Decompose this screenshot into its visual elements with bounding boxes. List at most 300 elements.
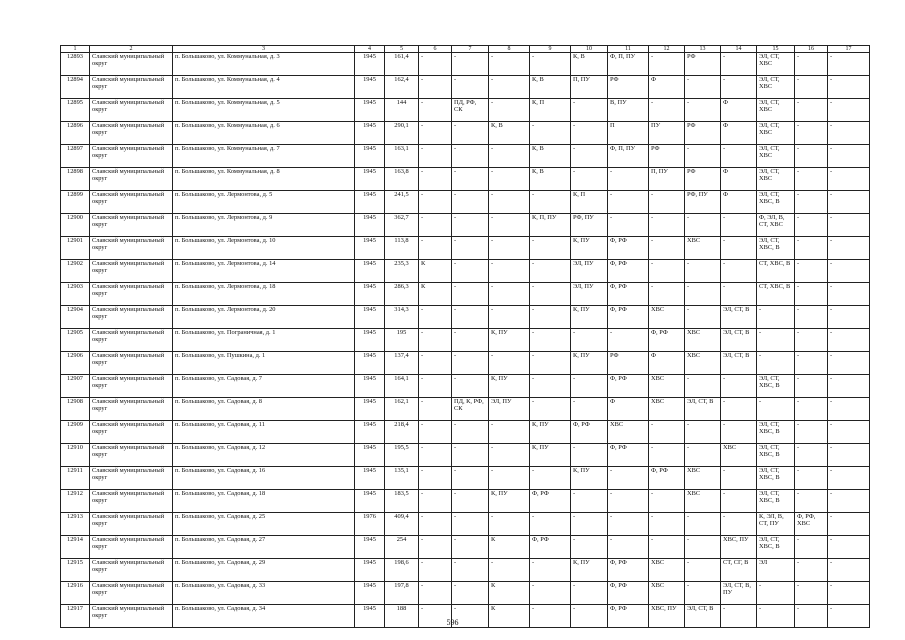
municipality-cell: Славский муниципальный округ xyxy=(90,145,173,168)
address-cell: п. Большаково, ул. Садовая, д. 16 xyxy=(173,467,355,490)
municipality-cell: Славский муниципальный округ xyxy=(90,76,173,99)
address-cell: п. Большаково, ул. Садовая, д. 34 xyxy=(173,605,355,628)
col-7-cell: - xyxy=(452,53,489,76)
area-cell: 290,1 xyxy=(385,122,419,145)
col-16-cell: - xyxy=(795,283,828,306)
col-12-cell: ХВС xyxy=(649,582,685,605)
col-15-cell: ЭЛ, СТ, ХВС xyxy=(757,122,795,145)
column-number-header: 6 xyxy=(419,46,452,53)
address-cell: п. Большаково, ул. Коммунальная, д. 8 xyxy=(173,168,355,191)
col-13-cell: ХВС xyxy=(685,329,721,352)
col-6-cell: - xyxy=(419,582,452,605)
col-6-cell: К xyxy=(419,260,452,283)
year-built-cell: 1945 xyxy=(355,122,385,145)
area-cell: 195 xyxy=(385,329,419,352)
year-built-cell: 1945 xyxy=(355,329,385,352)
col-9-cell: - xyxy=(530,122,571,145)
col-13-cell: - xyxy=(685,444,721,467)
column-number-header: 10 xyxy=(571,46,608,53)
col-17-cell: - xyxy=(828,260,870,283)
col-13-cell: РФ xyxy=(685,168,721,191)
col-10-cell: - xyxy=(571,398,608,421)
table-row xyxy=(61,536,870,559)
col-11-cell: - xyxy=(608,214,649,237)
record-id-cell: 12913 xyxy=(61,513,90,536)
col-7-cell: - xyxy=(452,421,489,444)
col-7-cell: ПД, К, РФ, СК xyxy=(452,398,489,421)
column-number-header: 8 xyxy=(489,46,530,53)
address-cell: п. Большаково, ул. Пушкина, д. 1 xyxy=(173,352,355,375)
col-8-cell: - xyxy=(489,76,530,99)
col-16-cell: - xyxy=(795,145,828,168)
record-id-cell: 12903 xyxy=(61,283,90,306)
col-11-cell: Ф, П, ПУ xyxy=(608,145,649,168)
col-10-cell: К, ПУ xyxy=(571,237,608,260)
col-6-cell: - xyxy=(419,490,452,513)
col-6-cell: - xyxy=(419,352,452,375)
col-14-cell: ЭЛ, СТ, В xyxy=(721,329,757,352)
table-row xyxy=(61,76,870,99)
col-13-cell: - xyxy=(685,76,721,99)
col-16-cell: - xyxy=(795,53,828,76)
col-17-cell: - xyxy=(828,306,870,329)
address-cell: п. Большаково, ул. Лермонтова, д. 14 xyxy=(173,260,355,283)
col-7-cell: - xyxy=(452,191,489,214)
col-16-cell: - xyxy=(795,214,828,237)
col-8-cell: - xyxy=(489,99,530,122)
column-number-header: 5 xyxy=(385,46,419,53)
col-6-cell: - xyxy=(419,467,452,490)
municipality-cell: Славский муниципальный округ xyxy=(90,352,173,375)
address-cell: п. Большаково, ул. Лермонтова, д. 5 xyxy=(173,191,355,214)
municipality-cell: Славский муниципальный округ xyxy=(90,53,173,76)
col-13-cell: ЭЛ, СТ, В xyxy=(685,398,721,421)
col-8-cell: - xyxy=(489,191,530,214)
col-7-cell: - xyxy=(452,122,489,145)
col-9-cell: - xyxy=(530,260,571,283)
col-9-cell: К, ПУ xyxy=(530,444,571,467)
col-15-cell: К, ЭЛ, В, СТ, ПУ xyxy=(757,513,795,536)
record-id-cell: 12900 xyxy=(61,214,90,237)
col-7-cell: - xyxy=(452,352,489,375)
area-cell: 188 xyxy=(385,605,419,628)
record-id-cell: 12917 xyxy=(61,605,90,628)
col-11-cell: П xyxy=(608,122,649,145)
col-14-cell: - xyxy=(721,76,757,99)
area-cell: 235,3 xyxy=(385,260,419,283)
col-11-cell: Ф, РФ xyxy=(608,375,649,398)
col-17-cell: - xyxy=(828,375,870,398)
col-15-cell: - xyxy=(757,306,795,329)
col-7-cell: - xyxy=(452,536,489,559)
col-11-cell: В, ПУ xyxy=(608,99,649,122)
year-built-cell: 1945 xyxy=(355,260,385,283)
table-row xyxy=(61,53,870,76)
col-16-cell: - xyxy=(795,329,828,352)
year-built-cell: 1945 xyxy=(355,490,385,513)
col-17-cell: - xyxy=(828,191,870,214)
col-12-cell: - xyxy=(649,53,685,76)
record-id-cell: 12902 xyxy=(61,260,90,283)
col-6-cell: - xyxy=(419,53,452,76)
col-7-cell: - xyxy=(452,490,489,513)
col-9-cell: - xyxy=(530,467,571,490)
col-9-cell: К, В xyxy=(530,145,571,168)
column-number-header: 4 xyxy=(355,46,385,53)
table-row xyxy=(61,168,870,191)
col-15-cell: - xyxy=(757,398,795,421)
col-14-cell: - xyxy=(721,490,757,513)
address-cell: п. Большаково, ул. Садовая, д. 29 xyxy=(173,559,355,582)
col-6-cell: - xyxy=(419,375,452,398)
col-12-cell: Ф, РФ xyxy=(649,467,685,490)
col-14-cell: - xyxy=(721,145,757,168)
col-6-cell: - xyxy=(419,444,452,467)
table-row xyxy=(61,582,870,605)
municipality-cell: Славский муниципальный округ xyxy=(90,191,173,214)
address-cell: п. Большаково, ул. Садовая, д. 27 xyxy=(173,536,355,559)
col-15-cell: ЭЛ, СТ, ХВС xyxy=(757,99,795,122)
address-cell: п. Большаково, ул. Коммунальная, д. 6 xyxy=(173,122,355,145)
col-16-cell: - xyxy=(795,421,828,444)
col-17-cell: - xyxy=(828,605,870,628)
col-6-cell: - xyxy=(419,191,452,214)
col-6-cell: - xyxy=(419,122,452,145)
col-8-cell: - xyxy=(489,145,530,168)
municipality-cell: Славский муниципальный округ xyxy=(90,559,173,582)
area-cell: 163,8 xyxy=(385,168,419,191)
col-17-cell: - xyxy=(828,53,870,76)
col-15-cell: СТ, ХВС, В xyxy=(757,260,795,283)
col-17-cell: - xyxy=(828,490,870,513)
col-14-cell: ХВС xyxy=(721,444,757,467)
column-number-header: 14 xyxy=(721,46,757,53)
col-15-cell: - xyxy=(757,582,795,605)
column-number-header: 2 xyxy=(90,46,173,53)
column-number-header: 9 xyxy=(530,46,571,53)
col-10-cell: - xyxy=(571,490,608,513)
col-12-cell: П, ПУ xyxy=(649,168,685,191)
year-built-cell: 1945 xyxy=(355,214,385,237)
column-number-header: 13 xyxy=(685,46,721,53)
col-11-cell: - xyxy=(608,191,649,214)
record-id-cell: 12905 xyxy=(61,329,90,352)
area-cell: 163,1 xyxy=(385,145,419,168)
area-cell: 286,3 xyxy=(385,283,419,306)
col-12-cell: - xyxy=(649,99,685,122)
col-6-cell: - xyxy=(419,306,452,329)
table-row xyxy=(61,145,870,168)
col-10-cell: - xyxy=(571,329,608,352)
municipality-cell: Славский муниципальный округ xyxy=(90,582,173,605)
area-cell: 113,8 xyxy=(385,237,419,260)
col-14-cell: СТ, СГ, В xyxy=(721,559,757,582)
col-9-cell: К, П, ПУ xyxy=(530,214,571,237)
col-6-cell: - xyxy=(419,145,452,168)
col-14-cell: - xyxy=(721,53,757,76)
col-16-cell: - xyxy=(795,490,828,513)
area-cell: 241,5 xyxy=(385,191,419,214)
col-10-cell: К, ПУ xyxy=(571,352,608,375)
year-built-cell: 1945 xyxy=(355,536,385,559)
col-11-cell: Ф xyxy=(608,398,649,421)
col-13-cell: - xyxy=(685,283,721,306)
col-12-cell: Ф xyxy=(649,352,685,375)
table-row xyxy=(61,260,870,283)
col-13-cell: - xyxy=(685,559,721,582)
address-cell: п. Большаково, ул. Коммунальная, д. 3 xyxy=(173,53,355,76)
col-6-cell: К xyxy=(419,283,452,306)
area-cell: 161,4 xyxy=(385,53,419,76)
col-14-cell: - xyxy=(721,375,757,398)
col-10-cell: - xyxy=(571,375,608,398)
col-17-cell: - xyxy=(828,421,870,444)
col-6-cell: - xyxy=(419,329,452,352)
col-14-cell: ЭЛ, СТ, В, ПУ xyxy=(721,582,757,605)
col-11-cell: РФ xyxy=(608,352,649,375)
record-id-cell: 12901 xyxy=(61,237,90,260)
col-16-cell: - xyxy=(795,536,828,559)
table-row xyxy=(61,329,870,352)
record-id-cell: 12912 xyxy=(61,490,90,513)
col-17-cell: - xyxy=(828,168,870,191)
col-17-cell: - xyxy=(828,99,870,122)
col-8-cell: - xyxy=(489,421,530,444)
col-11-cell: Ф, РФ xyxy=(608,605,649,628)
year-built-cell: 1945 xyxy=(355,582,385,605)
table-row xyxy=(61,490,870,513)
col-17-cell: - xyxy=(828,467,870,490)
col-13-cell: - xyxy=(685,536,721,559)
col-17-cell: - xyxy=(828,536,870,559)
col-7-cell: - xyxy=(452,283,489,306)
col-14-cell: Ф xyxy=(721,191,757,214)
col-12-cell: ХВС, ПУ xyxy=(649,605,685,628)
col-17-cell: - xyxy=(828,76,870,99)
col-14-cell: - xyxy=(721,237,757,260)
col-13-cell: - xyxy=(685,260,721,283)
col-6-cell: - xyxy=(419,214,452,237)
col-14-cell: - xyxy=(721,398,757,421)
year-built-cell: 1945 xyxy=(355,398,385,421)
col-7-cell: - xyxy=(452,513,489,536)
col-11-cell: - xyxy=(608,536,649,559)
col-9-cell: Ф, РФ xyxy=(530,536,571,559)
record-id-cell: 12908 xyxy=(61,398,90,421)
col-8-cell: - xyxy=(489,260,530,283)
col-10-cell: - xyxy=(571,145,608,168)
col-8-cell: - xyxy=(489,444,530,467)
col-9-cell: - xyxy=(530,375,571,398)
column-number-header: 1 xyxy=(61,46,90,53)
col-10-cell: К, ПУ xyxy=(571,306,608,329)
col-8-cell: - xyxy=(489,53,530,76)
address-cell: п. Большаково, ул. Коммунальная, д. 7 xyxy=(173,145,355,168)
record-id-cell: 12898 xyxy=(61,168,90,191)
table-row xyxy=(61,513,870,536)
address-cell: п. Большаково, ул. Коммунальная, д. 4 xyxy=(173,76,355,99)
col-13-cell: РФ xyxy=(685,53,721,76)
col-16-cell: - xyxy=(795,306,828,329)
address-cell: п. Большаково, ул. Лермонтова, д. 20 xyxy=(173,306,355,329)
col-15-cell: ЭЛ, СТ, ХВС, В xyxy=(757,191,795,214)
col-10-cell: - xyxy=(571,536,608,559)
table-row xyxy=(61,306,870,329)
table-row xyxy=(61,99,870,122)
col-16-cell: - xyxy=(795,76,828,99)
col-17-cell: - xyxy=(828,513,870,536)
col-16-cell: - xyxy=(795,260,828,283)
table-row xyxy=(61,467,870,490)
col-11-cell: Ф, П, ПУ xyxy=(608,53,649,76)
col-10-cell: - xyxy=(571,168,608,191)
col-13-cell: - xyxy=(685,306,721,329)
municipality-cell: Славский муниципальный округ xyxy=(90,329,173,352)
col-14-cell: - xyxy=(721,605,757,628)
col-15-cell: ЭЛ xyxy=(757,559,795,582)
col-13-cell: ЭЛ, СТ, В xyxy=(685,605,721,628)
col-8-cell: - xyxy=(489,306,530,329)
col-10-cell: - xyxy=(571,605,608,628)
col-15-cell: ЭЛ, СТ, ХВС, В xyxy=(757,421,795,444)
address-cell: п. Большаково, ул. Садовая, д. 8 xyxy=(173,398,355,421)
col-11-cell: - xyxy=(608,329,649,352)
year-built-cell: 1945 xyxy=(355,99,385,122)
col-8-cell: - xyxy=(489,467,530,490)
col-7-cell: - xyxy=(452,559,489,582)
address-cell: п. Большаково, ул. Садовая, д. 7 xyxy=(173,375,355,398)
col-8-cell: - xyxy=(489,214,530,237)
col-14-cell: - xyxy=(721,467,757,490)
col-16-cell: - xyxy=(795,467,828,490)
col-14-cell: - xyxy=(721,513,757,536)
col-7-cell: - xyxy=(452,444,489,467)
col-16-cell: - xyxy=(795,559,828,582)
col-15-cell: ЭЛ, СТ, ХВС, В xyxy=(757,536,795,559)
col-11-cell: Ф, РФ xyxy=(608,444,649,467)
col-10-cell: ЭЛ, ПУ xyxy=(571,283,608,306)
col-15-cell: Ф, ЭЛ, В, СТ, ХВС xyxy=(757,214,795,237)
col-10-cell: - xyxy=(571,99,608,122)
column-number-header: 12 xyxy=(649,46,685,53)
record-id-cell: 12910 xyxy=(61,444,90,467)
col-13-cell: РФ xyxy=(685,122,721,145)
municipality-cell: Славский муниципальный округ xyxy=(90,513,173,536)
col-7-cell: - xyxy=(452,375,489,398)
table-row xyxy=(61,122,870,145)
col-12-cell: РФ xyxy=(649,145,685,168)
col-16-cell: - xyxy=(795,99,828,122)
col-7-cell: - xyxy=(452,145,489,168)
col-11-cell: Ф, РФ xyxy=(608,582,649,605)
col-13-cell: - xyxy=(685,421,721,444)
record-id-cell: 12904 xyxy=(61,306,90,329)
col-17-cell: - xyxy=(828,214,870,237)
column-number-header: 3 xyxy=(173,46,355,53)
col-8-cell: К xyxy=(489,536,530,559)
col-12-cell: - xyxy=(649,191,685,214)
col-16-cell: - xyxy=(795,237,828,260)
column-number-header: 11 xyxy=(608,46,649,53)
col-9-cell: К, В xyxy=(530,168,571,191)
area-cell: 254 xyxy=(385,536,419,559)
col-13-cell: РФ, ПУ xyxy=(685,191,721,214)
year-built-cell: 1945 xyxy=(355,191,385,214)
col-14-cell: - xyxy=(721,214,757,237)
col-10-cell: - xyxy=(571,122,608,145)
municipality-cell: Славский муниципальный округ xyxy=(90,283,173,306)
col-15-cell: - xyxy=(757,329,795,352)
col-6-cell: - xyxy=(419,513,452,536)
col-10-cell: К, П xyxy=(571,191,608,214)
col-7-cell: - xyxy=(452,76,489,99)
col-16-cell: Ф, РФ, ХВС xyxy=(795,513,828,536)
table-row xyxy=(61,444,870,467)
municipality-cell: Славский муниципальный округ xyxy=(90,398,173,421)
col-9-cell: - xyxy=(530,605,571,628)
address-cell: п. Большаково, ул. Лермонтова, д. 9 xyxy=(173,214,355,237)
column-number-header: 16 xyxy=(795,46,828,53)
year-built-cell: 1945 xyxy=(355,283,385,306)
col-15-cell: ЭЛ, СТ, ХВС, В xyxy=(757,237,795,260)
municipality-cell: Славский муниципальный округ xyxy=(90,490,173,513)
year-built-cell: 1945 xyxy=(355,375,385,398)
col-7-cell: - xyxy=(452,260,489,283)
col-15-cell: ЭЛ, СТ, ХВС, В xyxy=(757,467,795,490)
col-10-cell: - xyxy=(571,513,608,536)
col-12-cell: - xyxy=(649,536,685,559)
col-15-cell: ЭЛ, СТ, ХВС, В xyxy=(757,375,795,398)
col-9-cell: - xyxy=(530,352,571,375)
year-built-cell: 1945 xyxy=(355,421,385,444)
page-number: 596 xyxy=(446,618,459,627)
area-cell: 197,8 xyxy=(385,582,419,605)
year-built-cell: 1945 xyxy=(355,352,385,375)
col-8-cell: К xyxy=(489,605,530,628)
col-17-cell: - xyxy=(828,122,870,145)
col-12-cell: - xyxy=(649,283,685,306)
table-row xyxy=(61,283,870,306)
col-12-cell: ХВС xyxy=(649,375,685,398)
table-row xyxy=(61,191,870,214)
year-built-cell: 1945 xyxy=(355,237,385,260)
record-id-cell: 12895 xyxy=(61,99,90,122)
col-8-cell: - xyxy=(489,352,530,375)
col-14-cell: ХВС, ПУ xyxy=(721,536,757,559)
area-cell: 137,4 xyxy=(385,352,419,375)
col-17-cell: - xyxy=(828,352,870,375)
col-12-cell: ХВС xyxy=(649,306,685,329)
col-16-cell: - xyxy=(795,122,828,145)
col-12-cell: Ф xyxy=(649,76,685,99)
record-id-cell: 12916 xyxy=(61,582,90,605)
col-13-cell: ХВС xyxy=(685,467,721,490)
col-16-cell: - xyxy=(795,398,828,421)
col-11-cell: - xyxy=(608,490,649,513)
col-7-cell: - xyxy=(452,214,489,237)
record-id-cell: 12899 xyxy=(61,191,90,214)
area-cell: 409,4 xyxy=(385,513,419,536)
col-10-cell: К, ПУ xyxy=(571,559,608,582)
column-number-header: 15 xyxy=(757,46,795,53)
col-11-cell: Ф, РФ xyxy=(608,283,649,306)
col-13-cell: ХВС xyxy=(685,352,721,375)
table-row xyxy=(61,237,870,260)
col-12-cell: - xyxy=(649,214,685,237)
col-8-cell: - xyxy=(489,168,530,191)
col-13-cell: - xyxy=(685,513,721,536)
col-10-cell: К, В xyxy=(571,53,608,76)
